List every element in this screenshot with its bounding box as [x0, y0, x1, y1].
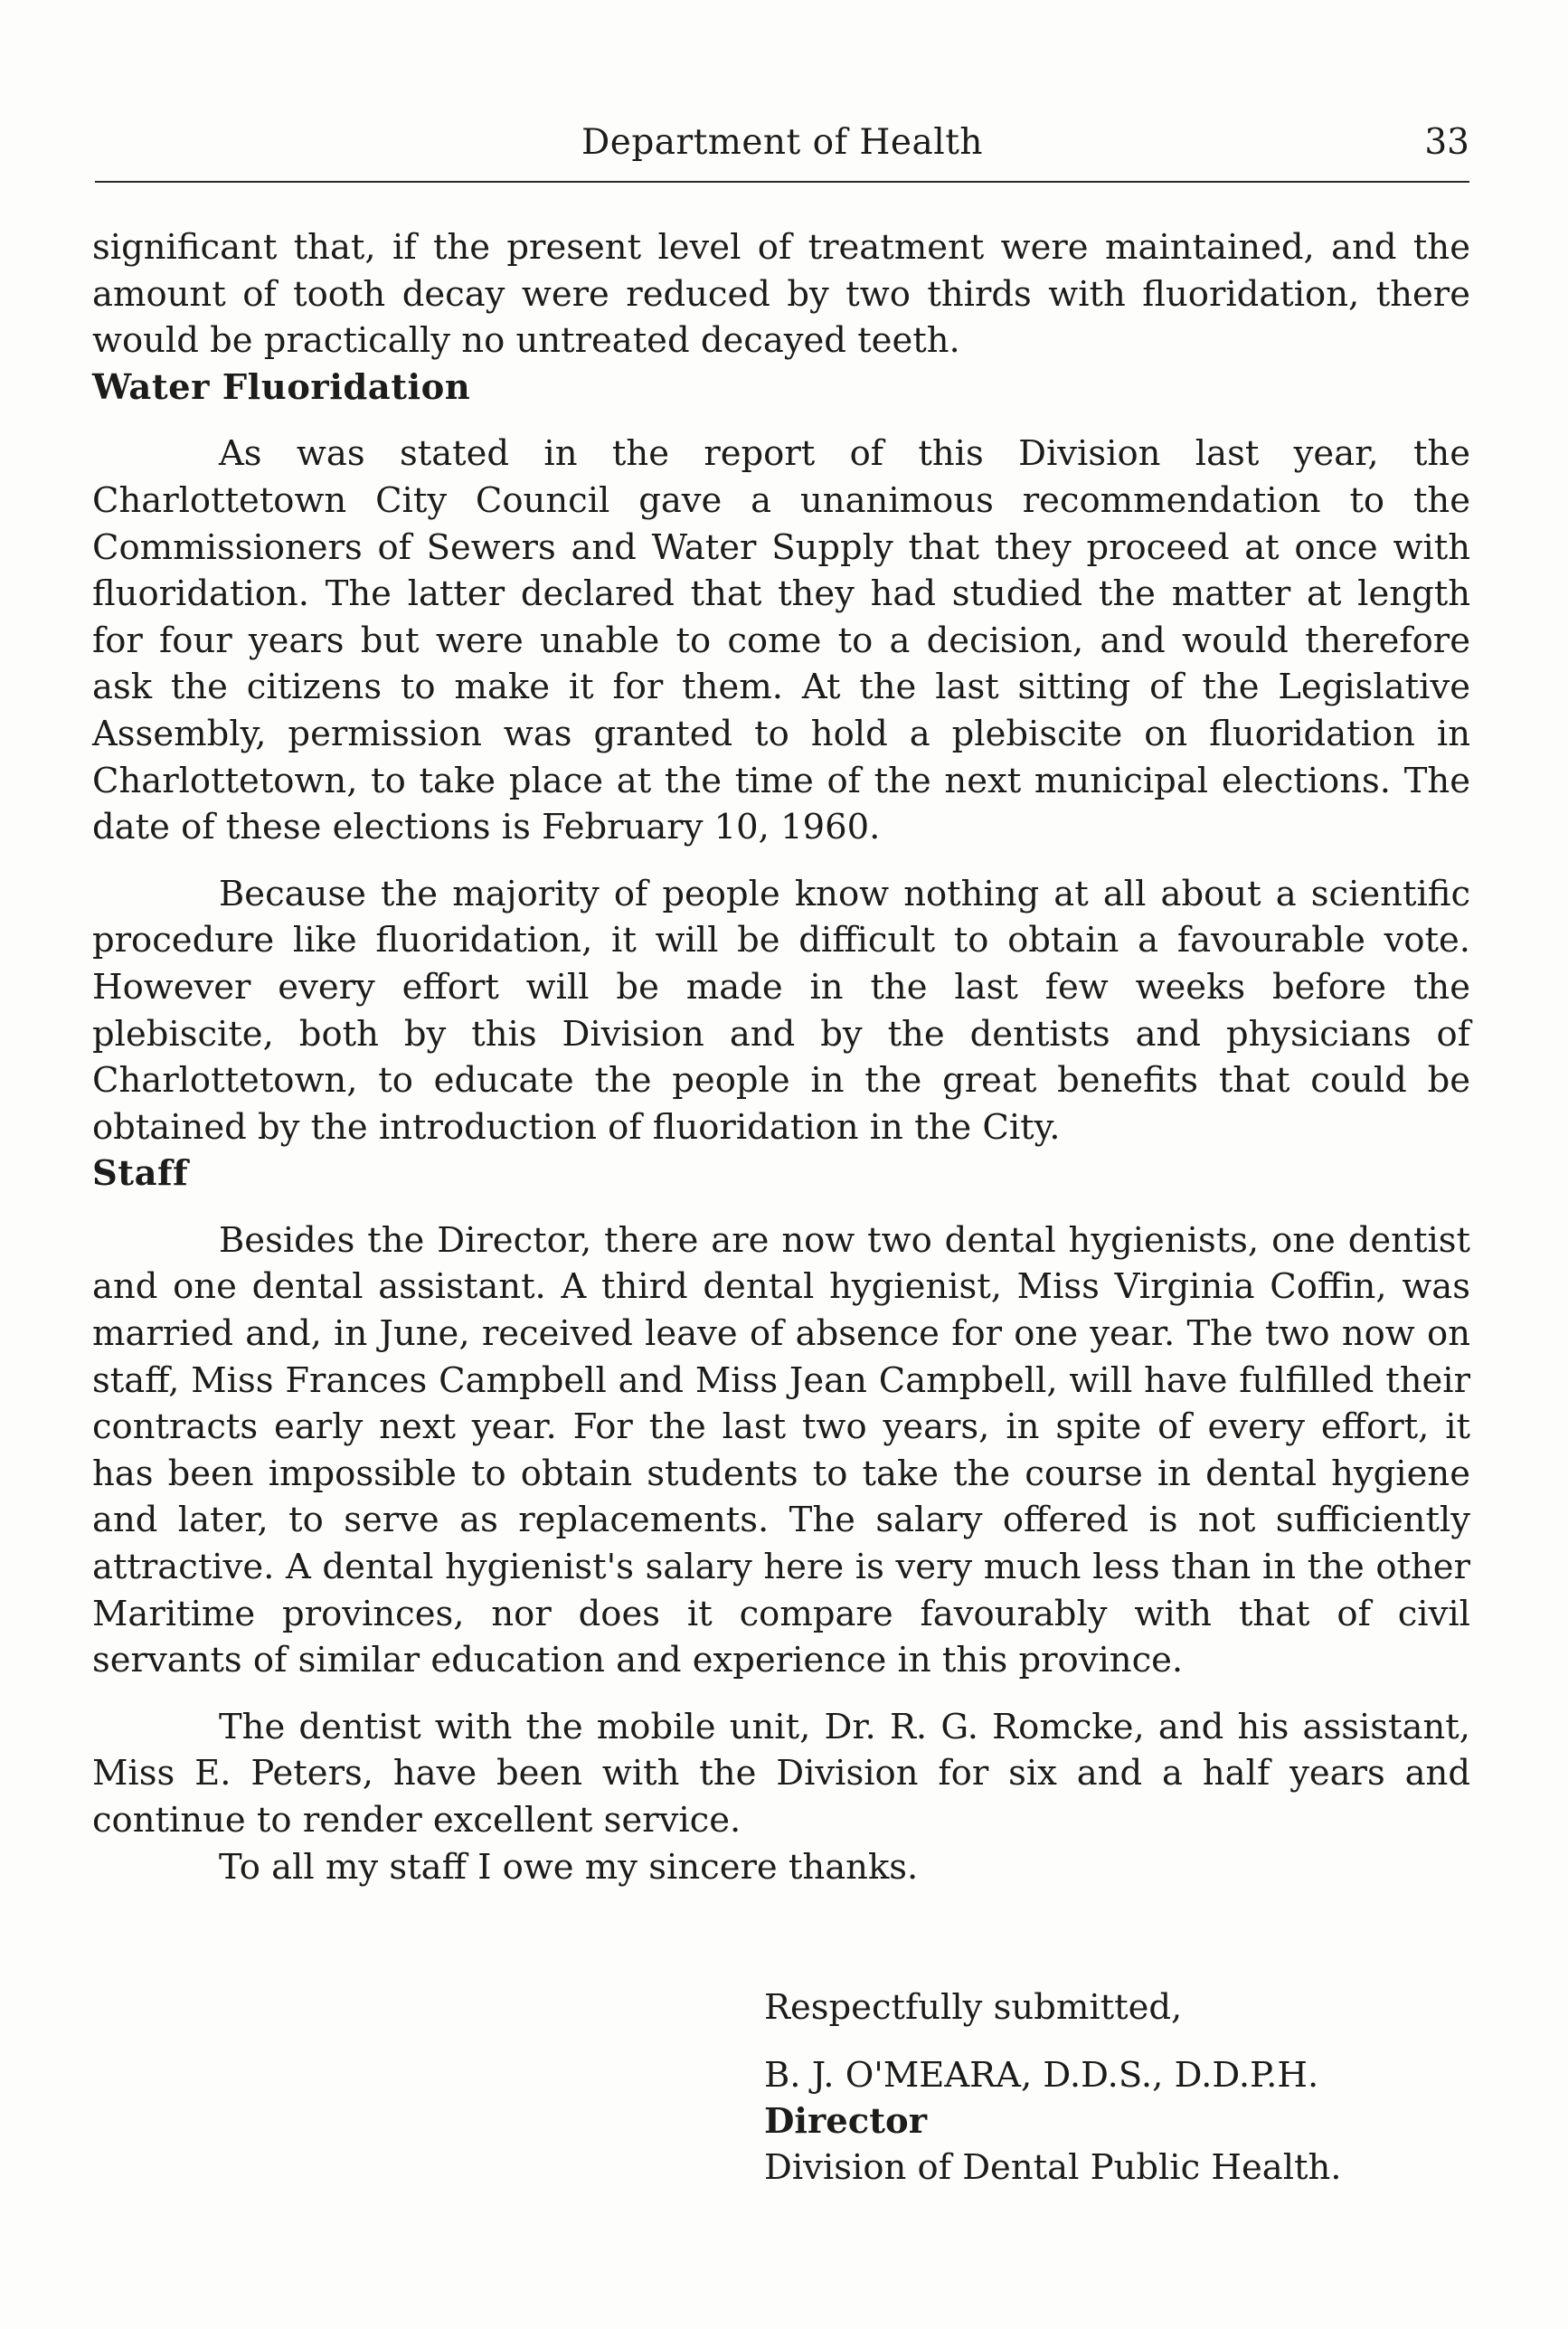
body-text	[92, 224, 1470, 1890]
paragraph-staff-2: The dentist with the mobile unit, Dr. R. G. Romcke, and his assistant, Miss E. Peters, have been with the Division for six and a half years and continue to render excellent service.	[92, 1706, 1470, 1841]
paragraph-staff-1: Besides the Director, there are now two dental hygienists, one dentist and one dental assistant. A third dental hygienist, Miss Virginia Coffin, was married and, in June, received leave of absence for one year. The two now on staff, Miss Frances Campbell and Miss Jean Campbell, will have fulfilled their contracts early next year. For the last two years, in spite of every effort, it has been impossible to obtain students to take the course in dental hygiene and later, to serve as replacements. The salary offered is not sufficiently attractive. A dental hygienist's salary here is very much less than in the other Maritime provinces, nor does it compare favourably with that of civil servants of similar education and experience in this province.	[92, 1219, 1470, 1681]
running-header	[95, 116, 1469, 170]
signature-block	[764, 1984, 1342, 2191]
section-heading-water-fluoridation: Water Fluoridation	[92, 366, 471, 408]
section-heading-staff: Staff	[92, 1153, 189, 1195]
header-rule	[95, 181, 1469, 183]
closing-line: Respectfully submitted,	[764, 1987, 1183, 2028]
continuation-paragraph: significant that, if the present level of treatment were maintained, and the amount of tooth decay were reduced by two thirds with fluoridation, there would be practically no untreated decayed teeth.	[92, 227, 1470, 362]
page-number: 33	[1424, 122, 1469, 163]
signatory-title: Director	[764, 2101, 927, 2142]
paragraph-staff-3: To all my staff I owe my sincere thanks.	[219, 1846, 919, 1888]
paragraph-water-fluoridation-1: As was stated in the report of this Division last year, the Charlottetown City Council gave a unanimous recommendation to the Commissioners of Sewers and Water Supply that they proceed at once with fluoridation. The latter declared that they had studied the matter at length for four years but were unable to come to a decision, and would therefore ask the citizens to make it for them. At the last sitting of the Legislative Assembly, permission was granted to hold a plebiscite on fluoridation in Charlottetown, to take place at the time of the next municipal elections. The date of these elections is February 10, 1960.	[92, 433, 1470, 848]
signatory-division: Division of Dental Public Health.	[764, 2147, 1342, 2188]
paragraph-water-fluoridation-2: Because the majority of people know nothing at all about a scientific procedure like fluoridation, it will be difficult to obtain a favourable vote. However every effort will be made in the last few weeks before the plebiscite, both by this Division and by the dentists and physicians of Charlottetown, to educate the people in the great benefits that could be obtained by the introduction of fluoridation in the City.	[92, 873, 1470, 1148]
signatory-name: B. J. O'MEARA, D.D.S., D.D.P.H.	[764, 2055, 1319, 2096]
header-title: Department of Health	[581, 122, 984, 163]
